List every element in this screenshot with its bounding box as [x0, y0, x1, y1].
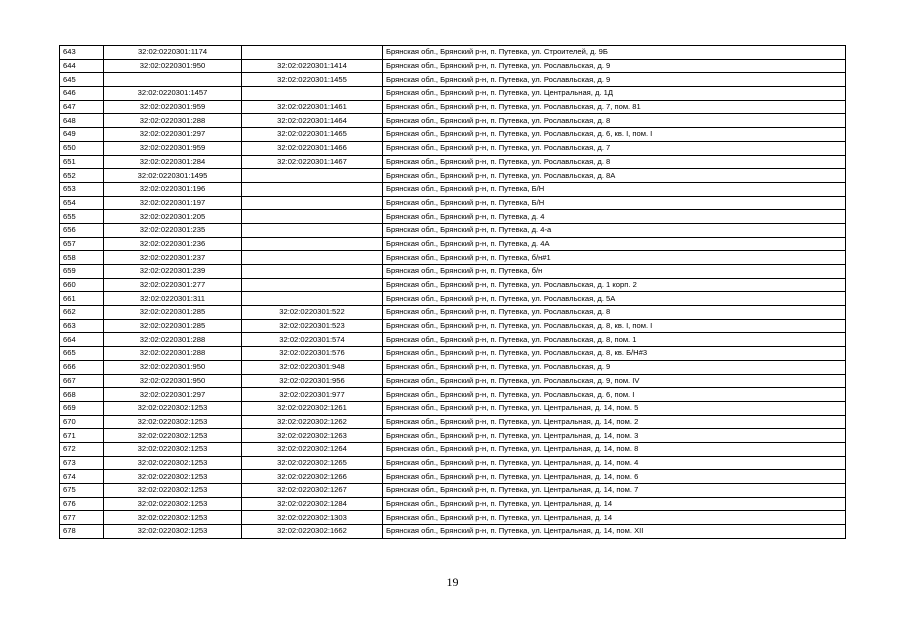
cadastral-number-cell: 32:02:0220302:1253 [104, 484, 242, 498]
table-row [60, 292, 846, 306]
related-cadastral-number-cell [242, 87, 383, 101]
row-number: 660 [60, 278, 104, 292]
cadastral-number-cell: 32:02:0220301:1495 [104, 169, 242, 183]
related-cadastral-number-cell: 32:02:0220301:1466 [242, 141, 383, 155]
table-row [60, 525, 846, 539]
row-number: 666 [60, 360, 104, 374]
table-row [60, 511, 846, 525]
table-row [60, 306, 846, 320]
row-number: 649 [60, 128, 104, 142]
register-table [59, 45, 846, 539]
row-number: 650 [60, 141, 104, 155]
row-number: 667 [60, 374, 104, 388]
related-cadastral-number-cell [242, 196, 383, 210]
table-row [60, 347, 846, 361]
register-table-body [60, 46, 846, 539]
table-row [60, 470, 846, 484]
address-cell: Брянская обл., Брянский р-н, п. Путевка, ул. Центральная, д. 14, пом. XII [383, 525, 846, 539]
related-cadastral-number-cell: 32:02:0220301:1414 [242, 59, 383, 73]
row-number: 654 [60, 196, 104, 210]
related-cadastral-number-cell: 32:02:0220301:1455 [242, 73, 383, 87]
related-cadastral-number-cell: 32:02:0220302:1261 [242, 401, 383, 415]
cadastral-number-cell: 32:02:0220302:1253 [104, 497, 242, 511]
related-cadastral-number-cell: 32:02:0220301:1467 [242, 155, 383, 169]
related-cadastral-number-cell: 32:02:0220301:1464 [242, 114, 383, 128]
cadastral-number-cell: 32:02:0220301:288 [104, 333, 242, 347]
address-cell: Брянская обл., Брянский р-н, п. Путевка, ул. Рославльская, д. 8, пом. 1 [383, 333, 846, 347]
table-row [60, 251, 846, 265]
table-row [60, 141, 846, 155]
row-number: 645 [60, 73, 104, 87]
cadastral-number-cell: 32:02:0220301:950 [104, 374, 242, 388]
table-row [60, 182, 846, 196]
row-number: 663 [60, 319, 104, 333]
table-row [60, 128, 846, 142]
cadastral-number-cell: 32:02:0220301:205 [104, 210, 242, 224]
address-cell: Брянская обл., Брянский р-н, п. Путевка, д. 4 [383, 210, 846, 224]
cadastral-number-cell: 32:02:0220301:311 [104, 292, 242, 306]
table-row [60, 265, 846, 279]
table-row [60, 155, 846, 169]
cadastral-number-cell: 32:02:0220301:277 [104, 278, 242, 292]
related-cadastral-number-cell [242, 46, 383, 60]
table-row [60, 73, 846, 87]
table-row [60, 388, 846, 402]
row-number: 657 [60, 237, 104, 251]
address-cell: Брянская обл., Брянский р-н, п. Путевка, ул. Центральная, д. 14, пом. 4 [383, 456, 846, 470]
row-number: 669 [60, 401, 104, 415]
related-cadastral-number-cell [242, 265, 383, 279]
address-cell: Брянская обл., Брянский р-н, п. Путевка, д. 4-а [383, 223, 846, 237]
row-number: 678 [60, 525, 104, 539]
related-cadastral-number-cell [242, 251, 383, 265]
row-number: 644 [60, 59, 104, 73]
table-row [60, 360, 846, 374]
row-number: 672 [60, 442, 104, 456]
related-cadastral-number-cell [242, 292, 383, 306]
table-row [60, 87, 846, 101]
related-cadastral-number-cell: 32:02:0220301:576 [242, 347, 383, 361]
table-row [60, 333, 846, 347]
row-number: 677 [60, 511, 104, 525]
related-cadastral-number-cell: 32:02:0220301:522 [242, 306, 383, 320]
row-number: 647 [60, 100, 104, 114]
address-cell: Брянская обл., Брянский р-н, п. Путевка, ул. Центральная, д. 14, пом. 8 [383, 442, 846, 456]
address-cell: Брянская обл., Брянский р-н, п. Путевка, ул. Центральная, д. 14, пом. 5 [383, 401, 846, 415]
row-number: 653 [60, 182, 104, 196]
row-number: 651 [60, 155, 104, 169]
address-cell: Брянская обл., Брянский р-н, п. Путевка, ул. Центральная, д. 14, пом. 7 [383, 484, 846, 498]
address-cell: Брянская обл., Брянский р-н, п. Путевка, ул. Рославльская, д. 6, кв. I, пом. I [383, 128, 846, 142]
cadastral-number-cell: 32:02:0220302:1253 [104, 442, 242, 456]
address-cell: Брянская обл., Брянский р-н, п. Путевка, ул. Рославльская, д. 1 корп. 2 [383, 278, 846, 292]
related-cadastral-number-cell: 32:02:0220301:948 [242, 360, 383, 374]
page-number: 19 [446, 575, 459, 589]
table-row [60, 429, 846, 443]
address-cell: Брянская обл., Брянский р-н, п. Путевка, ул. Рославльская, д. 9 [383, 59, 846, 73]
cadastral-number-cell: 32:02:0220301:950 [104, 59, 242, 73]
cadastral-number-cell: 32:02:0220302:1253 [104, 415, 242, 429]
related-cadastral-number-cell: 32:02:0220302:1264 [242, 442, 383, 456]
table-row [60, 59, 846, 73]
cadastral-number-cell: 32:02:0220301:236 [104, 237, 242, 251]
cadastral-number-cell: 32:02:0220301:297 [104, 128, 242, 142]
address-cell: Брянская обл., Брянский р-н, п. Путевка, ул. Центральная, д. 14, пом. 3 [383, 429, 846, 443]
row-number: 675 [60, 484, 104, 498]
row-number: 658 [60, 251, 104, 265]
table-row [60, 114, 846, 128]
address-cell: Брянская обл., Брянский р-н, п. Путевка, ул. Рославльская, д. 8, кв. I, пом. I [383, 319, 846, 333]
row-number: 664 [60, 333, 104, 347]
row-number: 661 [60, 292, 104, 306]
address-cell: Брянская обл., Брянский р-н, п. Путевка, ул. Центральная, д. 1Д [383, 87, 846, 101]
table-row [60, 484, 846, 498]
cadastral-number-cell: 32:02:0220302:1253 [104, 511, 242, 525]
address-cell: Брянская обл., Брянский р-н, п. Путевка, ул. Рославльская, д. 5А [383, 292, 846, 306]
table-row [60, 223, 846, 237]
cadastral-number-cell: 32:02:0220302:1253 [104, 525, 242, 539]
related-cadastral-number-cell: 32:02:0220302:1303 [242, 511, 383, 525]
row-number: 673 [60, 456, 104, 470]
address-cell: Брянская обл., Брянский р-н, п. Путевка, ул. Рославльская, д. 9 [383, 360, 846, 374]
cadastral-number-cell: 32:02:0220301:239 [104, 265, 242, 279]
cadastral-number-cell: 32:02:0220301:197 [104, 196, 242, 210]
address-cell: Брянская обл., Брянский р-н, п. Путевка, ул. Рославльская, д. 8 [383, 306, 846, 320]
table-row [60, 237, 846, 251]
cadastral-number-cell: 32:02:0220301:235 [104, 223, 242, 237]
address-cell: Брянская обл., Брянский р-н, п. Путевка, ул. Рославльская, д. 8, кв. Б/Н#3 [383, 347, 846, 361]
table-row [60, 456, 846, 470]
row-number: 643 [60, 46, 104, 60]
cadastral-number-cell: 32:02:0220301:1457 [104, 87, 242, 101]
related-cadastral-number-cell [242, 278, 383, 292]
related-cadastral-number-cell: 32:02:0220302:1266 [242, 470, 383, 484]
address-cell: Брянская обл., Брянский р-н, п. Путевка, ул. Центральная, д. 14 [383, 511, 846, 525]
related-cadastral-number-cell: 32:02:0220301:977 [242, 388, 383, 402]
address-cell: Брянская обл., Брянский р-н, п. Путевка, ул. Строителей, д. 9Б [383, 46, 846, 60]
cadastral-number-cell: 32:02:0220302:1253 [104, 429, 242, 443]
related-cadastral-number-cell: 32:02:0220301:1461 [242, 100, 383, 114]
cadastral-number-cell: 32:02:0220301:288 [104, 114, 242, 128]
address-cell: Брянская обл., Брянский р-н, п. Путевка, Б/Н [383, 196, 846, 210]
table-row [60, 100, 846, 114]
related-cadastral-number-cell [242, 182, 383, 196]
address-cell: Брянская обл., Брянский р-н, п. Путевка, ул. Рославльская, д. 7, пом. 81 [383, 100, 846, 114]
address-cell: Брянская обл., Брянский р-н, п. Путевка, ул. Центральная, д. 14, пом. 6 [383, 470, 846, 484]
related-cadastral-number-cell: 32:02:0220302:1265 [242, 456, 383, 470]
address-cell: Брянская обл., Брянский р-н, п. Путевка, ул. Рославльская, д. 6, пом. I [383, 388, 846, 402]
address-cell: Брянская обл., Брянский р-н, п. Путевка, д. 4А [383, 237, 846, 251]
related-cadastral-number-cell: 32:02:0220302:1284 [242, 497, 383, 511]
address-cell: Брянская обл., Брянский р-н, п. Путевка, ул. Центральная, д. 14, пом. 2 [383, 415, 846, 429]
cadastral-number-cell: 32:02:0220301:284 [104, 155, 242, 169]
row-number: 648 [60, 114, 104, 128]
related-cadastral-number-cell: 32:02:0220301:574 [242, 333, 383, 347]
related-cadastral-number-cell [242, 169, 383, 183]
row-number: 674 [60, 470, 104, 484]
table-row [60, 319, 846, 333]
row-number: 662 [60, 306, 104, 320]
cadastral-number-cell: 32:02:0220301:285 [104, 319, 242, 333]
table-row [60, 196, 846, 210]
address-cell: Брянская обл., Брянский р-н, п. Путевка, ул. Рославльская, д. 9 [383, 73, 846, 87]
cadastral-number-cell: 32:02:0220301:285 [104, 306, 242, 320]
table-row [60, 278, 846, 292]
related-cadastral-number-cell [242, 237, 383, 251]
row-number: 670 [60, 415, 104, 429]
row-number: 671 [60, 429, 104, 443]
table-row [60, 210, 846, 224]
related-cadastral-number-cell: 32:02:0220301:1465 [242, 128, 383, 142]
related-cadastral-number-cell: 32:02:0220301:523 [242, 319, 383, 333]
address-cell: Брянская обл., Брянский р-н, п. Путевка, ул. Центральная, д. 14 [383, 497, 846, 511]
table-row [60, 415, 846, 429]
table-row [60, 401, 846, 415]
address-cell: Брянская обл., Брянский р-н, п. Путевка, ул. Рославльская, д. 8 [383, 155, 846, 169]
address-cell: Брянская обл., Брянский р-н, п. Путевка, ул. Рославльская, д. 7 [383, 141, 846, 155]
address-cell: Брянская обл., Брянский р-н, п. Путевка, ул. Рославльская, д. 9, пом. IV [383, 374, 846, 388]
row-number: 676 [60, 497, 104, 511]
related-cadastral-number-cell: 32:02:0220302:1263 [242, 429, 383, 443]
cadastral-number-cell: 32:02:0220301:297 [104, 388, 242, 402]
table-row [60, 442, 846, 456]
related-cadastral-number-cell: 32:02:0220302:1267 [242, 484, 383, 498]
table-row [60, 46, 846, 60]
row-number: 656 [60, 223, 104, 237]
address-cell: Брянская обл., Брянский р-н, п. Путевка, ул. Рославльская, д. 8 [383, 114, 846, 128]
cadastral-number-cell: 32:02:0220301:196 [104, 182, 242, 196]
row-number: 659 [60, 265, 104, 279]
cadastral-number-cell: 32:02:0220302:1253 [104, 401, 242, 415]
address-cell: Брянская обл., Брянский р-н, п. Путевка, б/н [383, 265, 846, 279]
address-cell: Брянская обл., Брянский р-н, п. Путевка, Б/Н [383, 182, 846, 196]
related-cadastral-number-cell [242, 223, 383, 237]
table-row [60, 497, 846, 511]
related-cadastral-number-cell: 32:02:0220302:1662 [242, 525, 383, 539]
table-row [60, 374, 846, 388]
row-number: 665 [60, 347, 104, 361]
cadastral-number-cell: 32:02:0220301:288 [104, 347, 242, 361]
cadastral-number-cell: 32:02:0220302:1253 [104, 470, 242, 484]
related-cadastral-number-cell: 32:02:0220301:956 [242, 374, 383, 388]
cadastral-number-cell [104, 73, 242, 87]
table-row [60, 169, 846, 183]
cadastral-number-cell: 32:02:0220301:950 [104, 360, 242, 374]
related-cadastral-number-cell: 32:02:0220302:1262 [242, 415, 383, 429]
cadastral-number-cell: 32:02:0220301:959 [104, 141, 242, 155]
row-number: 646 [60, 87, 104, 101]
cadastral-number-cell: 32:02:0220301:959 [104, 100, 242, 114]
cadastral-number-cell: 32:02:0220302:1253 [104, 456, 242, 470]
row-number: 652 [60, 169, 104, 183]
related-cadastral-number-cell [242, 210, 383, 224]
row-number: 668 [60, 388, 104, 402]
address-cell: Брянская обл., Брянский р-н, п. Путевка, б/н#1 [383, 251, 846, 265]
address-cell: Брянская обл., Брянский р-н, п. Путевка, ул. Рославльская, д. 8А [383, 169, 846, 183]
cadastral-number-cell: 32:02:0220301:237 [104, 251, 242, 265]
cadastral-number-cell: 32:02:0220301:1174 [104, 46, 242, 60]
row-number: 655 [60, 210, 104, 224]
